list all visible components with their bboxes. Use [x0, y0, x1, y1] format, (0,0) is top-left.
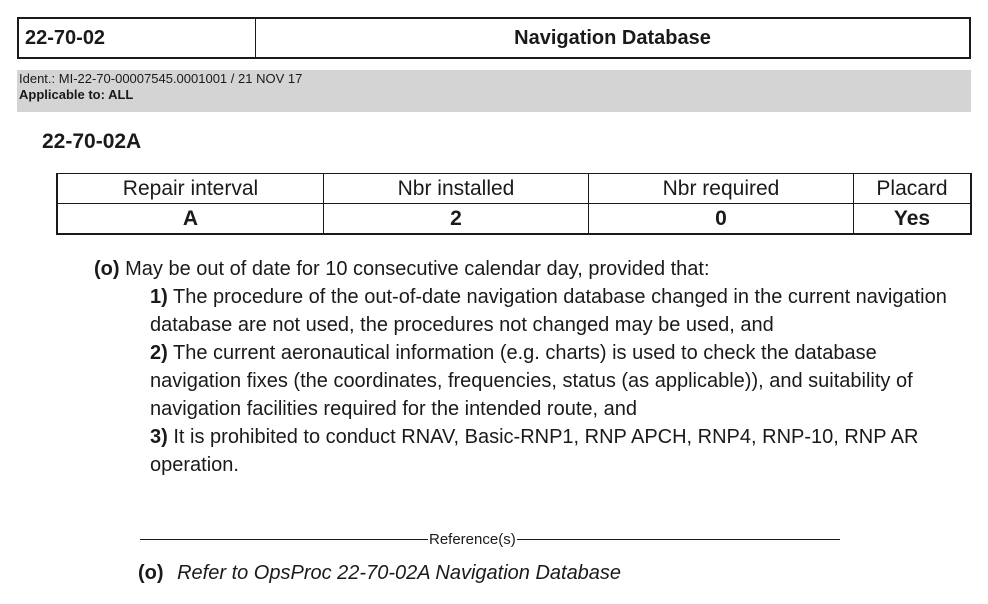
- condition-intro: [94, 255, 974, 283]
- condition-text: May be out of date for 10 consecutive calendar day, provided that:: [125, 258, 710, 280]
- condition-item: [132, 423, 974, 479]
- value-placard: Yes: [854, 204, 972, 235]
- condition-item-text: The current aeronautical information (e.g. charts) is used to check the database navigation fixes (the coordinates, frequencies, status (as applicable)), and suitability of navigation facilities required for the intended route, and: [150, 342, 913, 420]
- condition-block: [94, 255, 974, 479]
- mmel-table: [56, 173, 972, 235]
- references-heading: Reference(s): [429, 530, 516, 548]
- value-repair-interval: A: [57, 204, 324, 235]
- reference-item: [138, 562, 621, 585]
- condition-item-number: 2): [150, 342, 168, 364]
- reference-text: Refer to OpsProc 22-70-02A Navigation Database: [177, 562, 622, 584]
- value-nbr-required: 0: [589, 204, 854, 235]
- condition-item-number: 1): [150, 286, 168, 308]
- table-header-row: [57, 174, 971, 204]
- condition-item: [132, 339, 974, 423]
- references-divider: [140, 528, 840, 550]
- condition-item-text: The procedure of the out-of-date navigation database changed in the current navigation database are not used, the procedures not changed may be used, and: [150, 286, 947, 336]
- divider-rule-left: [140, 539, 428, 540]
- header-nbr-installed: Nbr installed: [324, 174, 589, 204]
- item-title: Navigation Database: [514, 26, 711, 49]
- table-value-row: [57, 204, 971, 235]
- ident-line: Ident.: MI-22-70-00007545.0001001 / 21 NOV 17: [19, 71, 303, 86]
- value-nbr-installed: 2: [324, 204, 589, 235]
- divider-rule-right: [517, 539, 840, 540]
- header-placard: Placard: [854, 174, 972, 204]
- condition-label: (o): [94, 258, 120, 280]
- header-repair-interval: Repair interval: [57, 174, 324, 204]
- item-header: [17, 17, 971, 59]
- condition-item-number: 3): [150, 426, 168, 448]
- item-code: 22-70-02: [19, 19, 256, 57]
- applicable-to: Applicable to: ALL: [19, 87, 134, 102]
- reference-label: (o): [138, 562, 164, 584]
- condition-item: [132, 283, 974, 339]
- condition-item-text: It is prohibited to conduct RNAV, Basic-RNP1, RNP APCH, RNP4, RNP-10, RNP AR operation.: [150, 426, 919, 476]
- header-nbr-required: Nbr required: [589, 174, 854, 204]
- section-id: 22-70-02A: [42, 130, 142, 153]
- ident-bar: [17, 70, 971, 112]
